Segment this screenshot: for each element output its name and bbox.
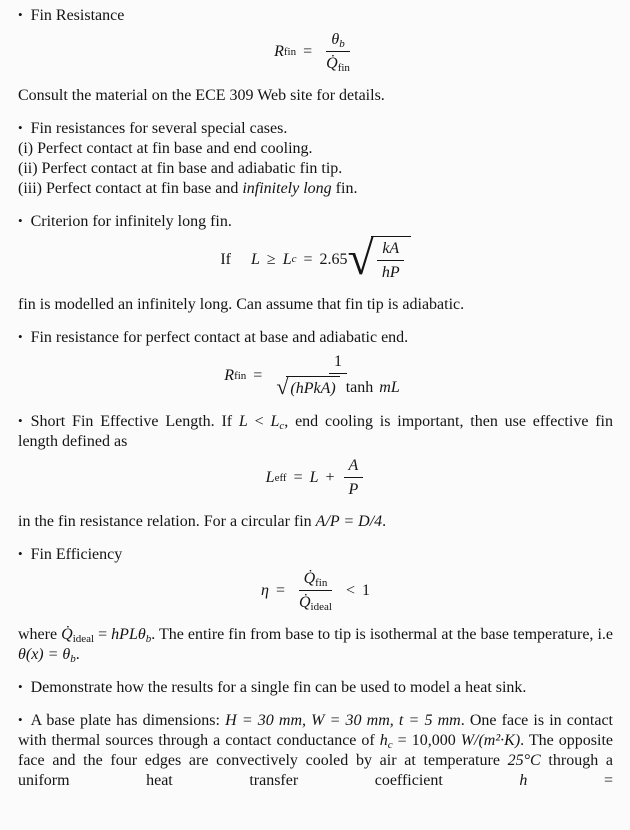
- math-subscript-ideal: ideal: [310, 601, 332, 613]
- body-text: (iii) Perfect contact at fin base and: [18, 180, 243, 197]
- square-root: [347, 232, 411, 285]
- bullet-item-adiabatic-end: [18, 328, 613, 348]
- radical-sign: √: [347, 232, 374, 285]
- math-var-P: P: [348, 481, 359, 498]
- bullet-item-fin-efficiency: [18, 545, 613, 565]
- bullet-icon: •: [18, 413, 23, 428]
- math-equals: =: [275, 582, 285, 599]
- math-equals: =: [293, 469, 303, 486]
- fraction-denominator: [271, 374, 404, 399]
- body-text: .: [75, 646, 80, 663]
- paragraph-infinite-model: [18, 295, 613, 315]
- math-number-one: 1: [334, 353, 343, 370]
- math-var-R: R: [224, 367, 235, 384]
- bullet-icon: •: [18, 213, 23, 228]
- list-item-ii: [18, 159, 613, 179]
- math-inline-conductance-value: = 10,000: [392, 732, 461, 749]
- fraction: [344, 456, 364, 499]
- bullet-item-base-plate-problem: [18, 711, 613, 791]
- math-var-L: L: [251, 250, 260, 268]
- equation-fin-resistance: R fin = $\frac{\theta_b}{Q̇_{fin}}$: [18, 30, 613, 73]
- math-subscript-c: c: [279, 420, 285, 432]
- math-equals: =: [303, 250, 313, 268]
- math-less-than: <: [247, 413, 271, 430]
- math-var-mL: mL: [379, 378, 400, 396]
- bullet-icon: •: [18, 120, 23, 135]
- math-less-than: <: [345, 582, 355, 599]
- math-subscript-c: c: [387, 739, 393, 751]
- math-var-eta: η: [261, 582, 269, 599]
- math-var-theta: θ: [331, 31, 340, 48]
- fraction-numerator: [344, 456, 364, 478]
- math-var-Qdot: Q̇: [61, 626, 73, 643]
- body-text: where: [18, 626, 62, 643]
- bullet-item-special-cases: [18, 119, 613, 139]
- bullet-icon: •: [18, 7, 23, 22]
- math-var-Lc: L: [282, 250, 292, 268]
- equation-fin-resistance-adiabatic: R fin = 1 √ (hPkA) tanh mL: [18, 352, 613, 399]
- math-number-one: 1: [361, 582, 370, 599]
- body-text: Demonstrate how the results for a single fin can be used to model a heat sink.: [30, 679, 527, 696]
- math-var-Qdot: Q̇: [303, 570, 316, 587]
- radicand: [286, 376, 339, 398]
- bullet-item-criterion: [18, 212, 613, 232]
- math-var-kA: kA: [382, 240, 400, 257]
- fraction-denominator: [294, 591, 337, 612]
- math-equals: =: [253, 367, 263, 384]
- fraction: [321, 30, 355, 73]
- bullet-item-short-fin: [18, 412, 613, 452]
- math-equals: =: [94, 626, 112, 643]
- math-inline-AP: A/P = D/4: [315, 513, 383, 530]
- fraction-denominator: [344, 478, 364, 499]
- math-inline-theta-x: θ(x) = θ: [18, 646, 71, 663]
- fraction: [271, 352, 404, 399]
- math-inline-temperature: 25°C: [507, 752, 541, 769]
- section-title-adiabatic-end: Fin resistance for perfect contact at base and adiabatic end.: [30, 329, 409, 346]
- math-var-R: R: [274, 43, 284, 60]
- body-text: Short Fin Effective Length. If: [30, 413, 239, 430]
- fraction-numerator: [299, 569, 333, 591]
- list-item-iii: [18, 179, 613, 199]
- body-text: A base plate has dimensions:: [30, 712, 226, 729]
- math-equals: =: [527, 772, 613, 789]
- section-title-special-cases: Fin resistances for several special cases.: [30, 120, 288, 137]
- body-text: in the fin resistance relation. For a circular fin: [18, 513, 316, 530]
- math-var-hP: hP: [381, 264, 400, 281]
- equation-infinite-fin-criterion: If L ≥ L c = 2.65 √ $\frac{kA}{hP}$: [18, 236, 613, 282]
- body-text: through a uniform heat transfer coefficient: [18, 752, 614, 789]
- math-var-hc: h: [379, 732, 388, 749]
- math-var-Qdot: Q̇: [326, 55, 338, 72]
- body-text: .: [382, 513, 387, 530]
- radical-sign: √: [276, 374, 289, 399]
- math-var-Qdot: Q̇: [298, 594, 311, 611]
- math-inline-units: W/(m²·K): [460, 732, 521, 749]
- math-var-hPkA: (hPkA): [290, 380, 336, 397]
- radicand: [371, 236, 411, 282]
- fraction: [294, 569, 337, 612]
- body-text: (ii) Perfect contact at fin base and adiabatic fin tip.: [18, 160, 343, 177]
- math-var-Lc: L: [270, 413, 280, 430]
- body-text: (i) Perfect contact at fin base and end cooling.: [18, 140, 313, 157]
- paragraph-consult-website: [18, 86, 613, 106]
- section-title-fin-efficiency: Fin Efficiency: [30, 546, 123, 563]
- body-text: fin is modelled an infinitely long. Can assume that fin tip is adiabatic.: [18, 296, 465, 313]
- fraction-numerator: [326, 30, 349, 52]
- math-subscript-ideal: ideal: [72, 633, 95, 645]
- equation-effective-length: L eff = L + $\frac{A}{P}$: [18, 456, 613, 499]
- math-subscript-b: b: [339, 38, 345, 50]
- math-subscript-fin: fin: [315, 577, 328, 589]
- body-text: . One face is in contact with thermal sources through a contact conductance of: [18, 712, 614, 749]
- bullet-icon: •: [18, 679, 23, 694]
- section-title-criterion: Criterion for infinitely long fin.: [30, 213, 232, 230]
- emphasized-text: infinitely long: [242, 180, 332, 197]
- body-text: , end cooling is important, then use effective fin length defined as: [18, 413, 613, 450]
- section-title-fin-resistance: Fin Resistance: [30, 7, 125, 24]
- equation-fin-efficiency: [18, 569, 613, 612]
- square-root: [276, 376, 339, 398]
- fraction: [377, 239, 405, 282]
- fraction-numerator: [377, 239, 404, 261]
- fraction-denominator: [321, 52, 355, 73]
- paragraph-ideal-definition: [18, 625, 613, 665]
- list-item-i: [18, 139, 613, 159]
- body-text: . The opposite face and the four edges are convectively cooled by air at temperature: [18, 732, 613, 769]
- fraction-denominator: [377, 261, 405, 282]
- math-function-tanh: tanh: [345, 378, 374, 396]
- math-inline-dimensions: H = 30 mm, W = 30 mm, t = 5 mm: [225, 712, 461, 729]
- body-text: fin.: [331, 180, 358, 197]
- math-geq: ≥: [266, 250, 276, 268]
- math-var-L: L: [309, 469, 319, 486]
- math-var-hPLtheta: hPLθ: [111, 626, 146, 643]
- math-word-if: If: [220, 250, 231, 268]
- math-plus: +: [325, 469, 335, 486]
- bullet-item-heat-sink: [18, 678, 613, 698]
- bullet-icon: •: [18, 712, 23, 727]
- paragraph-circular-fin: [18, 512, 613, 532]
- denominator-row: [276, 376, 399, 398]
- bullet-icon: •: [18, 546, 23, 561]
- math-var-h: h: [519, 772, 528, 789]
- bullet-item-fin-resistance: [18, 6, 613, 26]
- math-subscript-b: b: [145, 633, 152, 645]
- math-var-A: A: [348, 457, 359, 474]
- body-text: Consult the material on the ECE 309 Web site for details.: [18, 87, 385, 104]
- math-subscript-b: b: [70, 653, 76, 665]
- fraction-numerator: [329, 352, 347, 374]
- math-var-L: L: [238, 413, 248, 430]
- math-number-coefficient: 2.65: [319, 250, 348, 268]
- body-text: . The entire fin from base to tip is isothermal at the base temperature, i.e: [151, 626, 613, 643]
- math-subscript-fin: fin: [337, 62, 350, 74]
- math-var-L: L: [265, 469, 275, 486]
- bullet-icon: •: [18, 329, 23, 344]
- math-equals: =: [303, 43, 313, 60]
